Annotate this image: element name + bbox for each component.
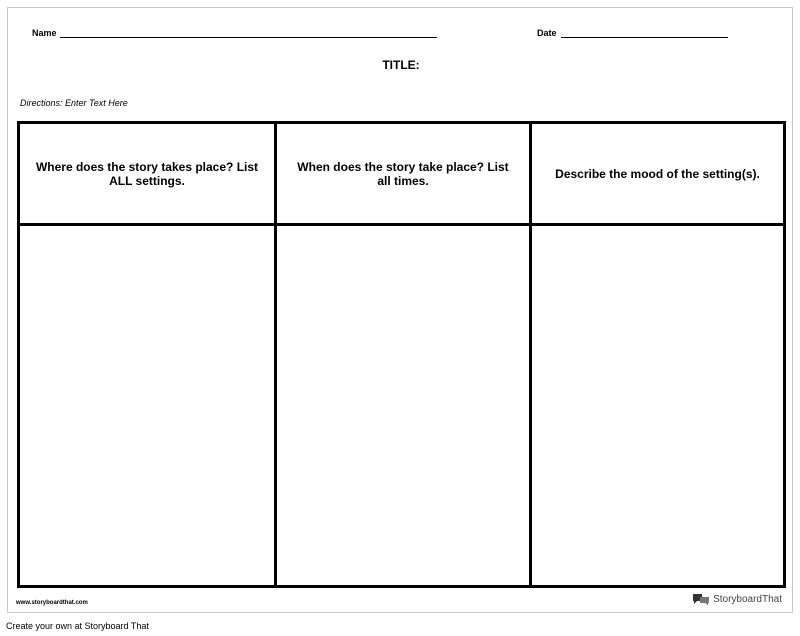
table-cell-times[interactable] bbox=[277, 226, 529, 585]
directions-text[interactable]: Directions: Enter Text Here bbox=[20, 98, 128, 108]
table-cell-mood[interactable] bbox=[532, 226, 783, 585]
column-header-settings: Where does the story takes place? List ALL settings. bbox=[35, 159, 259, 188]
column-header-mood: Describe the mood of the setting(s). bbox=[555, 166, 760, 181]
column-header-times: When does the story take place? List all times. bbox=[297, 159, 509, 188]
speech-bubbles-icon bbox=[692, 593, 710, 606]
organizer-table bbox=[17, 121, 786, 588]
date-label: Date bbox=[537, 28, 557, 38]
name-field[interactable] bbox=[60, 37, 437, 38]
brand-name: StoryboardThat bbox=[713, 594, 782, 605]
website-url: www.storyboardthat.com bbox=[16, 600, 88, 606]
date-field[interactable] bbox=[561, 37, 728, 38]
worksheet-title: TITLE: bbox=[382, 58, 420, 72]
name-label: Name bbox=[32, 28, 57, 38]
storyboardthat-logo bbox=[692, 593, 782, 606]
worksheet bbox=[7, 7, 793, 613]
footer-link[interactable]: Create your own at Storyboard That bbox=[6, 621, 149, 631]
table-cell-settings[interactable] bbox=[20, 226, 274, 585]
